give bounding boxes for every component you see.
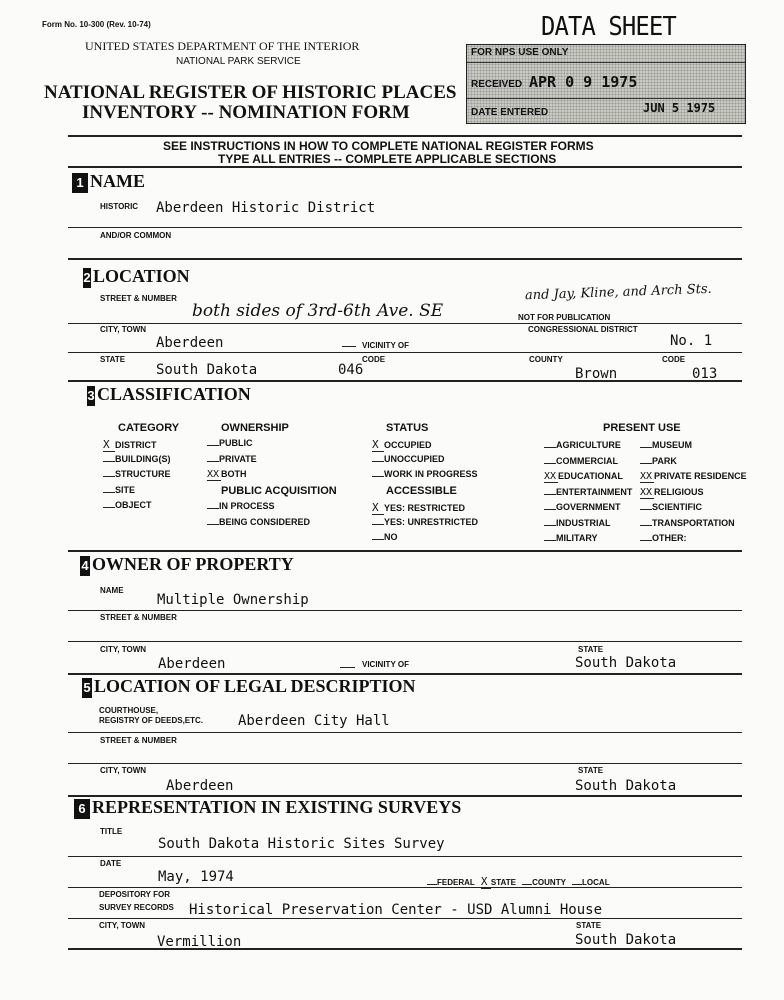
nps-box-divider-2	[467, 98, 745, 99]
accessible-header: ACCESSIBLE	[386, 485, 457, 497]
category-item-site[interactable]	[103, 485, 171, 501]
checkbox-mark[interactable]	[372, 539, 384, 540]
local-checkbox[interactable]	[572, 884, 582, 885]
present-use-header: PRESENT USE	[603, 422, 681, 434]
local-level-label: LOCAL	[582, 878, 610, 887]
present-use-label: AGRICULTURE	[556, 440, 621, 450]
section-title: OWNER OF PROPERTY	[92, 554, 294, 574]
acquisition-item-in-process[interactable]	[207, 501, 310, 517]
ownership-list	[207, 438, 257, 485]
checkbox-mark[interactable]	[640, 525, 652, 526]
checkbox-mark[interactable]: X	[372, 501, 384, 515]
present-use-religious[interactable]	[640, 487, 747, 503]
form-title-line1: NATIONAL REGISTER OF HISTORIC PLACES	[44, 82, 457, 103]
section-5-header	[82, 676, 416, 698]
checkbox-mark[interactable]	[544, 447, 556, 448]
survey-state-label: STATE	[576, 921, 602, 930]
checkbox-mark[interactable]: XX	[207, 469, 220, 480]
ownership-label: BOTH	[221, 469, 247, 479]
county-code-value: 013	[692, 366, 718, 382]
acquisition-item-being-considered[interactable]	[207, 517, 310, 533]
section-number: 2	[83, 268, 91, 288]
present-use-industrial[interactable]	[544, 518, 632, 534]
legal-state-label: STATE	[578, 766, 604, 775]
nps-use-label: FOR NPS USE ONLY	[471, 47, 569, 58]
historic-label: HISTORIC	[100, 202, 139, 211]
courthouse-label: COURTHOUSE,	[99, 706, 159, 715]
congressional-district-value: No. 1	[670, 333, 713, 349]
code-label: CODE	[362, 355, 386, 364]
status-label: UNOCCUPIED	[384, 453, 445, 464]
present-use-label: PARK	[652, 455, 677, 466]
section-1-header	[72, 171, 145, 193]
present-use-transportation[interactable]	[640, 518, 747, 534]
section-number: 6	[74, 799, 90, 819]
received-label: RECEIVED	[471, 79, 523, 90]
category-label: STRUCTURE	[115, 469, 171, 479]
date-entered-label: DATE ENTERED	[471, 107, 549, 118]
acquisition-label: IN PROCESS	[219, 501, 275, 511]
street-label: STREET & NUMBER	[100, 294, 177, 303]
depository-label: DEPOSITORY FOR	[99, 890, 170, 899]
survey-title-value: South Dakota Historic Sites Survey	[158, 836, 445, 852]
state-code-value: 046	[338, 362, 364, 378]
survey-date-label: DATE	[100, 859, 122, 868]
ownership-header: OWNERSHIP	[221, 422, 289, 434]
form-title-line2: INVENTORY -- NOMINATION FORM	[82, 102, 410, 123]
checkbox-mark[interactable]	[372, 461, 384, 462]
checkbox-mark[interactable]	[372, 476, 384, 477]
department-name: UNITED STATES DEPARTMENT OF THE INTERIOR	[85, 39, 360, 53]
status-header: STATUS	[386, 422, 429, 434]
section-rule	[68, 673, 742, 675]
present-use-label: MUSEUM	[652, 440, 692, 450]
code2-label: CODE	[662, 355, 686, 364]
owner-vicinity-blank[interactable]	[340, 667, 355, 668]
street-extra-handwritten: and Jay, Kline, and Arch Sts.	[524, 281, 712, 304]
vicinity-label: VICINITY OF	[362, 341, 409, 350]
data-sheet-stamp: DATA SHEET	[541, 12, 676, 42]
ownership-item-public[interactable]	[207, 438, 257, 454]
survey-date-value: May, 1974	[158, 869, 234, 885]
section-number: 1	[72, 173, 88, 193]
checkbox-mark[interactable]	[207, 445, 219, 446]
present-use-label: TRANSPORTATION	[652, 517, 735, 528]
checkbox-mark[interactable]	[103, 492, 115, 493]
accessible-item-unrestricted[interactable]	[372, 517, 478, 533]
checkbox-mark[interactable]: X	[103, 438, 115, 452]
city-value: Aberdeen	[156, 335, 224, 351]
rule	[68, 352, 742, 353]
ownership-label: PRIVATE	[219, 453, 257, 464]
checkbox-mark[interactable]	[640, 447, 652, 448]
present-use-commercial[interactable]	[544, 456, 632, 472]
rule	[68, 918, 742, 919]
checkbox-mark[interactable]: XX	[640, 471, 653, 482]
public-acquisition-header: PUBLIC ACQUISITION	[221, 485, 337, 497]
service-name: NATIONAL PARK SERVICE	[176, 56, 301, 67]
rule	[68, 323, 742, 324]
category-item-structure[interactable]	[103, 469, 171, 485]
courthouse-value: Aberdeen City Hall	[238, 713, 390, 729]
county-checkbox[interactable]	[522, 884, 532, 885]
state-label: STATE	[100, 355, 126, 364]
checkbox-mark[interactable]	[640, 509, 652, 510]
category-item-building[interactable]	[103, 454, 171, 470]
checkbox-mark[interactable]	[544, 525, 556, 526]
common-name-label: AND/OR COMMON	[100, 231, 172, 240]
checkbox-mark[interactable]	[544, 540, 556, 541]
owner-name-label: NAME	[100, 586, 124, 595]
legal-city-value: Aberdeen	[166, 778, 234, 794]
rule	[68, 732, 742, 733]
present-use-label: PRIVATE RESIDENCE	[654, 471, 747, 481]
present-use-label: COMMERCIAL	[556, 455, 618, 466]
survey-state-value: South Dakota	[575, 932, 677, 948]
county-label: COUNTY	[529, 355, 563, 364]
accessible-label: NO	[384, 532, 398, 542]
state-level-label: STATE	[490, 878, 516, 887]
section-6-header	[74, 797, 461, 819]
vicinity-blank[interactable]	[342, 346, 356, 347]
rule	[68, 610, 742, 611]
category-label: SITE	[115, 484, 136, 495]
owner-street-label: STREET & NUMBER	[100, 613, 177, 622]
state-value: South Dakota	[156, 362, 258, 378]
category-label: BUILDING(S)	[115, 453, 171, 464]
checkbox-mark[interactable]	[207, 461, 219, 462]
present-use-right-list	[640, 440, 747, 549]
section-rule	[68, 948, 742, 950]
present-use-scientific[interactable]	[640, 502, 747, 518]
not-for-publication[interactable]: NOT FOR PUBLICATION	[518, 313, 611, 322]
ownership-label: PUBLIC	[219, 438, 253, 448]
section-rule	[68, 550, 742, 552]
present-use-label: SCIENTIFIC	[652, 502, 703, 512]
survey-title-label: TITLE	[100, 827, 123, 836]
accessible-label: YES: UNRESTRICTED	[384, 516, 479, 527]
owner-state-value: South Dakota	[575, 655, 677, 671]
category-label: OBJECT	[115, 500, 152, 510]
instructions-line1: SEE INSTRUCTIONS IN HOW TO COMPLETE NATIONAL REGISTER FORMS	[163, 139, 594, 153]
nps-box-divider	[467, 62, 745, 63]
owner-vicinity-label: VICINITY OF	[362, 660, 409, 669]
rule	[68, 227, 742, 228]
section-rule	[68, 380, 742, 382]
section-title: CLASSIFICATION	[97, 384, 251, 404]
present-use-private-residence[interactable]	[640, 471, 747, 487]
street-value: both sides of 3rd-6th Ave. SE	[192, 301, 444, 321]
received-date: APR 0 9 1975	[529, 73, 638, 91]
accessible-list	[372, 501, 478, 548]
instructions-rule	[68, 166, 742, 168]
rule	[68, 763, 742, 764]
category-label: DISTRICT	[115, 440, 157, 450]
section-number: 3	[87, 386, 95, 406]
rule	[68, 641, 742, 642]
form-number: Form No. 10-300 (Rev. 10-74)	[42, 20, 151, 29]
section-rule	[68, 258, 742, 260]
historic-value: Aberdeen Historic District	[156, 200, 376, 216]
present-use-label: ENTERTAINMENT	[556, 486, 633, 497]
present-use-label: RELIGIOUS	[654, 486, 704, 497]
checkbox-mark[interactable]	[640, 463, 652, 464]
instructions-line2: TYPE ALL ENTRIES -- COMPLETE APPLICABLE SECTIONS	[218, 152, 557, 166]
county-level-label: COUNTY	[532, 878, 566, 887]
owner-state-label: STATE	[578, 645, 604, 654]
status-item-occupied[interactable]	[372, 438, 478, 454]
present-use-agriculture[interactable]	[544, 440, 632, 456]
present-use-government[interactable]	[544, 502, 632, 518]
depository-value: Historical Preservation Center - USD Alumni House	[189, 902, 603, 918]
acquisition-label: BEING CONSIDERED	[219, 516, 311, 527]
present-use-label: EDUCATIONAL	[558, 471, 623, 481]
status-label: OCCUPIED	[384, 440, 432, 450]
federal-checkbox[interactable]	[427, 884, 437, 885]
acquisition-list	[207, 501, 310, 532]
checkbox-mark[interactable]	[544, 509, 556, 510]
present-use-label: MILITARY	[556, 533, 598, 543]
city-label: CITY, TOWN	[100, 325, 147, 334]
category-header: CATEGORY	[118, 422, 180, 434]
present-use-military[interactable]	[544, 533, 632, 549]
category-item-object[interactable]	[103, 500, 171, 516]
owner-city-label: CITY, TOWN	[100, 645, 147, 654]
rule	[68, 856, 742, 857]
survey-city-value: Vermillion	[157, 934, 242, 950]
registry-label: REGISTRY OF DEEDS,ETC.	[99, 716, 204, 725]
present-use-label: GOVERNMENT	[556, 502, 621, 512]
checkbox-mark[interactable]	[207, 508, 219, 509]
section-title: REPRESENTATION IN EXISTING SURVEYS	[92, 797, 462, 817]
rule	[68, 887, 742, 888]
present-use-entertainment[interactable]	[544, 487, 632, 503]
section-2-header	[83, 266, 190, 288]
checkbox-mark[interactable]	[103, 461, 115, 462]
legal-street-label: STREET & NUMBER	[100, 736, 177, 745]
county-value: Brown	[575, 366, 618, 382]
checkbox-mark[interactable]	[207, 524, 219, 525]
present-use-other[interactable]	[640, 533, 747, 549]
category-list	[103, 438, 171, 516]
section-3-header	[87, 384, 251, 406]
nps-use-box	[466, 44, 746, 124]
section-title: NAME	[90, 171, 145, 191]
status-label: WORK IN PROGRESS	[384, 469, 478, 479]
section-number: 5	[82, 678, 92, 698]
present-use-park[interactable]	[640, 456, 747, 472]
checkbox-mark[interactable]: X	[372, 438, 384, 452]
survey-city-label: CITY, TOWN	[99, 921, 146, 930]
ownership-item-both[interactable]	[207, 469, 257, 485]
section-4-header	[80, 554, 294, 576]
federal-label: FEDERAL	[437, 878, 475, 887]
owner-city-value: Aberdeen	[158, 656, 226, 672]
accessible-item-no[interactable]	[372, 532, 478, 548]
checkbox-mark[interactable]	[640, 540, 652, 541]
checkbox-mark[interactable]	[544, 494, 556, 495]
status-list	[372, 438, 478, 485]
accessible-label: YES: RESTRICTED	[384, 503, 466, 513]
checkbox-mark[interactable]: XX	[640, 486, 653, 498]
present-use-label: INDUSTRIAL	[556, 517, 611, 528]
present-use-label: OTHER:	[652, 533, 687, 543]
accessible-item-restricted[interactable]	[372, 501, 478, 517]
status-item-work-in-progress[interactable]	[372, 469, 478, 485]
section-number: 4	[80, 556, 90, 576]
date-entered-value: JUN 5 1975	[643, 101, 716, 115]
legal-state-value: South Dakota	[575, 778, 677, 794]
checkbox-mark[interactable]	[103, 507, 115, 508]
checkbox-mark[interactable]	[103, 476, 115, 477]
header-rule	[68, 135, 742, 137]
checkbox-mark[interactable]	[372, 524, 384, 525]
category-item-district[interactable]	[103, 438, 171, 454]
section-title: LOCATION	[93, 266, 190, 286]
legal-city-label: CITY, TOWN	[100, 766, 147, 775]
owner-name-value: Multiple Ownership	[157, 592, 309, 608]
checkbox-mark[interactable]: XX	[544, 471, 557, 482]
survey-records-label: SURVEY RECORDS	[99, 903, 174, 912]
checkbox-mark[interactable]	[544, 463, 556, 464]
ownership-item-private[interactable]	[207, 454, 257, 470]
congressional-district-label: CONGRESSIONAL DISTRICT	[528, 325, 638, 334]
status-item-unoccupied[interactable]	[372, 454, 478, 470]
section-title: LOCATION OF LEGAL DESCRIPTION	[94, 676, 416, 696]
present-use-museum[interactable]	[640, 440, 747, 456]
state-checkbox[interactable]: X	[481, 875, 491, 889]
present-use-educational[interactable]	[544, 471, 632, 487]
present-use-left-list	[544, 440, 632, 549]
